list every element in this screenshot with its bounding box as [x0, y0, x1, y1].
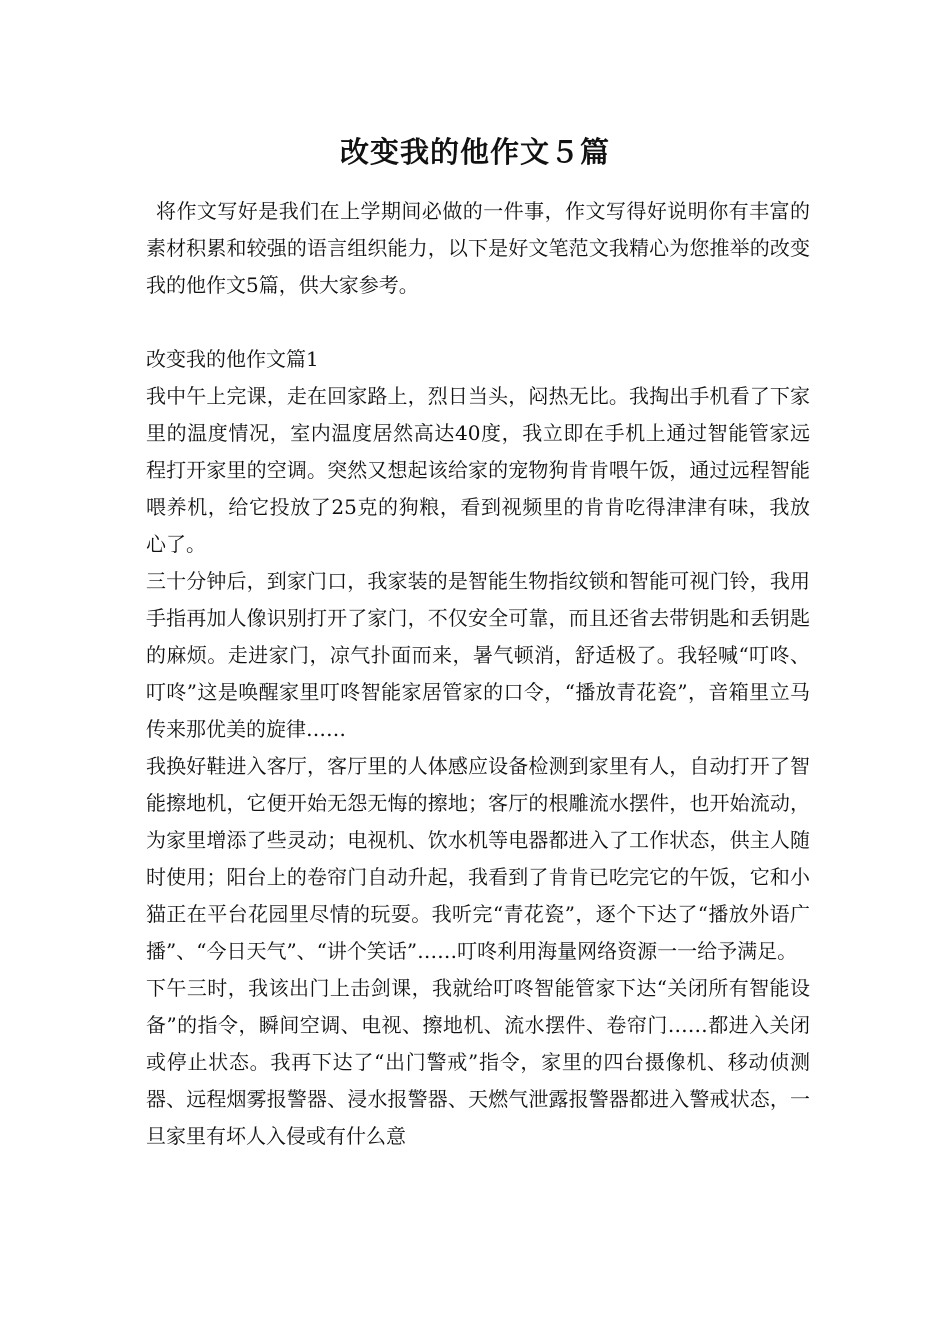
document-title: 改变我的他作文５篇 — [339, 135, 610, 169]
intro-paragraph: 将作文写好是我们在上学期间必做的一件事，作文写得好说明你有丰富的素材积累和较强的语言组织能力，以下是好文笔范文我精心为您推举的改变我的他作文5篇，供大家参考。 — [146, 199, 810, 297]
body-paragraph: 下午三时，我该出门上击剑课，我就给叮咚智能管家下达“关闭所有智能设备”的指令，瞬间空调、电视、擦地机、流水摆件、卷帘门……都进入关闭或停止状态。我再下达了“出门警戒”指令，家里的四台摄像机、移动侦测器、远程烟雾报警器、浸水报警器、天燃气泄露报警器都进入警戒状态，一旦家里有坏人入侵或有什么意 — [146, 976, 810, 1148]
paragraph-spacer — [146, 304, 810, 341]
body-paragraph: 三十分钟后，到家门口，我家装的是智能生物指纹锁和智能可视门铃，我用手指再加人像识别打开了家门，不仅安全可靠，而且还省去带钥匙和丢钥匙的麻烦。走进家门，凉气扑面而来，暑气顿消，舒适极了。我轻喊“叮咚、叮咚”这是唤醒家里叮咚智能家居管家的口令，“播放青花瓷”，音箱里立马传来那优美的旋律…… — [146, 569, 810, 741]
document-body — [146, 193, 810, 1155]
body-paragraph: 我换好鞋进入客厅，客厅里的人体感应设备检测到家里有人，自动打开了智能擦地机，它便开始无怨无悔的擦地；客厅的根雕流水摆件，也开始流动，为家里增添了些灵动；电视机、饮水机等电器都进入了工作状态，供主人随时使用；阳台上的卷帘门自动升起，我看到了肯肯已吃完它的午饭，它和小猫正在平台花园里尽情的玩耍。我听完“青花瓷”，逐个下达了“播放外语广播”、“今日天气”、“讲个笑话”……叮咚利用海量网络资源一一给予满足。 — [146, 754, 810, 963]
body-paragraph: 我中午上完课，走在回家路上，烈日当头，闷热无比。我掏出手机看了下家里的温度情况，室内温度居然高达40度，我立即在手机上通过智能管家远程打开家里的空调。突然又想起该给家的宠物狗肯肯喂午饭，通过远程智能喂养机，给它投放了25克的狗粮，看到视频里的肯肯吃得津津有味，我放心了。 — [146, 384, 810, 556]
section-heading: 改变我的他作文篇1 — [146, 347, 319, 371]
